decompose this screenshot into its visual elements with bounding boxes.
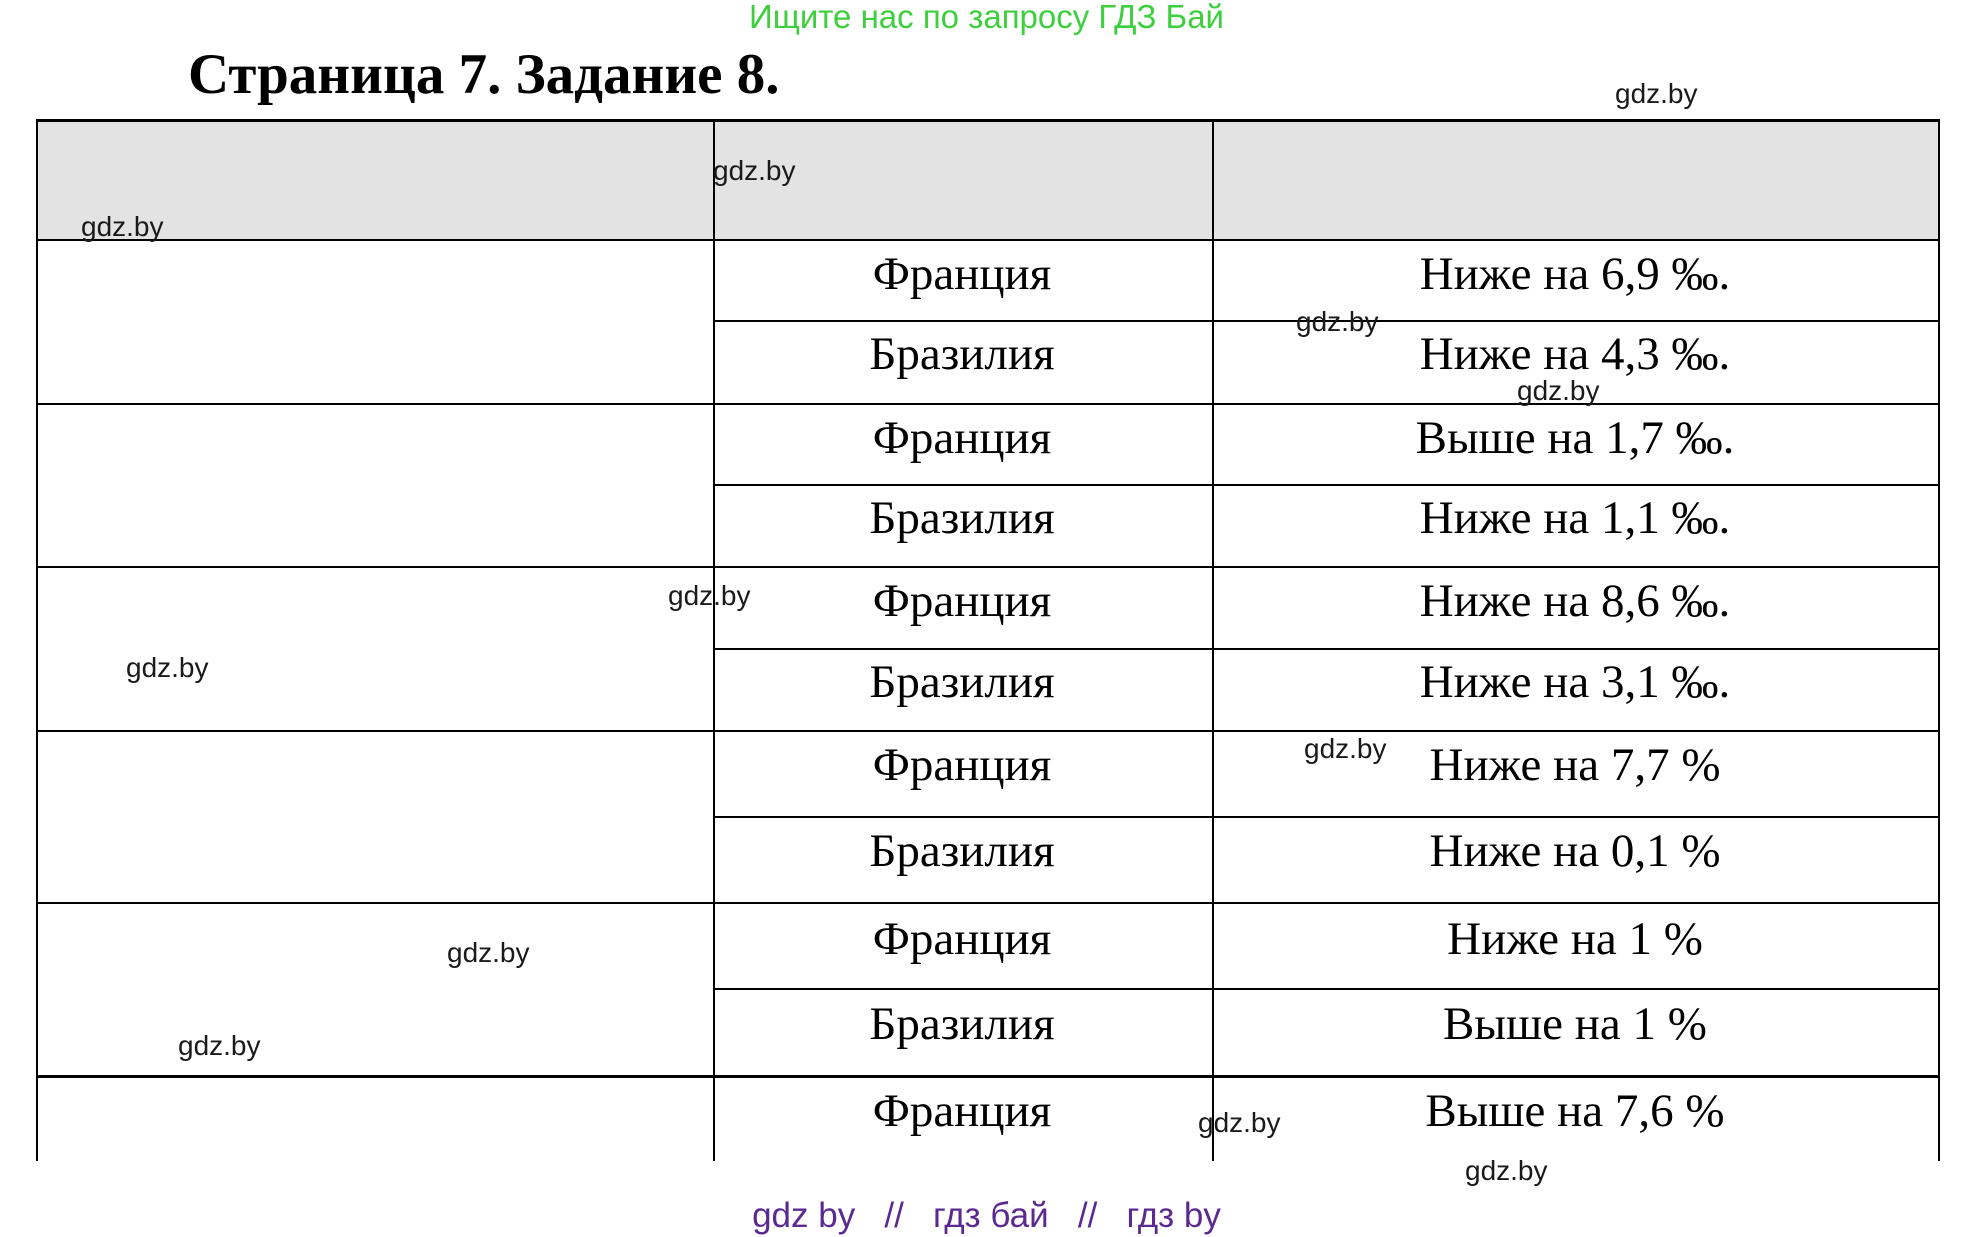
table-header-row xyxy=(36,120,1939,240)
row-divider xyxy=(714,648,1940,650)
country-cell: Франция xyxy=(872,575,1052,627)
footer-separator: // xyxy=(884,1196,904,1235)
country-cell: Бразилия xyxy=(869,998,1055,1050)
country-cell: Франция xyxy=(872,913,1052,965)
watermark: gdz.by xyxy=(1198,1107,1281,1138)
table-border-top xyxy=(36,119,1940,122)
footer-links xyxy=(0,1196,1973,1236)
page-title: Страница 7. Задание 8. xyxy=(188,43,780,106)
value-cell: Ниже на 1 % xyxy=(1447,913,1703,965)
country-cell: Франция xyxy=(872,1085,1052,1137)
value-cell: Ниже на 3,1 ‰. xyxy=(1419,656,1731,708)
watermark: gdz.by xyxy=(81,211,164,242)
value-cell: Ниже на 1,1 ‰. xyxy=(1419,492,1731,544)
column-divider xyxy=(1212,119,1214,1161)
value-cell: Ниже на 7,7 % xyxy=(1429,739,1721,791)
watermark: gdz.by xyxy=(447,937,530,968)
country-cell: Бразилия xyxy=(869,492,1055,544)
country-cell: Франция xyxy=(872,739,1052,791)
value-cell: Ниже на 8,6 ‰. xyxy=(1419,575,1731,627)
watermark: gdz.by xyxy=(178,1030,261,1061)
value-cell: Выше на 1 % xyxy=(1443,998,1707,1050)
watermark: gdz.by xyxy=(1296,306,1379,337)
row-divider xyxy=(36,566,1940,568)
value-cell: Ниже на 4,3 ‰. xyxy=(1419,328,1731,380)
watermark: gdz.by xyxy=(1304,733,1387,764)
watermark: gdz.by xyxy=(713,155,796,186)
value-cell: Ниже на 6,9 ‰. xyxy=(1419,248,1731,300)
footer-link-gdz-by[interactable]: gdz by xyxy=(752,1196,856,1235)
watermark: gdz.by xyxy=(1465,1155,1548,1186)
row-divider xyxy=(714,988,1940,990)
footer-link-gdz-bai[interactable]: гдз бай xyxy=(933,1196,1049,1235)
value-cell: Ниже на 0,1 % xyxy=(1429,825,1721,877)
value-cell: Выше на 1,7 ‰. xyxy=(1415,412,1735,464)
row-divider xyxy=(36,902,1940,904)
search-banner: Ищите нас по запросу ГДЗ Бай xyxy=(749,0,1224,35)
table-border-right xyxy=(1938,119,1940,1161)
row-divider xyxy=(36,1075,1940,1078)
row-divider xyxy=(714,816,1940,818)
watermark: gdz.by xyxy=(1517,375,1600,406)
value-cell: Выше на 7,6 % xyxy=(1425,1085,1725,1137)
country-cell: Бразилия xyxy=(869,656,1055,708)
country-cell: Бразилия xyxy=(869,825,1055,877)
watermark: gdz.by xyxy=(126,652,209,683)
country-cell: Франция xyxy=(872,412,1052,464)
watermark: gdz.by xyxy=(1615,78,1698,109)
table-border-left xyxy=(36,119,38,1161)
country-cell: Бразилия xyxy=(869,328,1055,380)
footer-separator: // xyxy=(1077,1196,1098,1235)
column-divider xyxy=(713,119,715,1161)
row-divider xyxy=(36,730,1940,732)
watermark: gdz.by xyxy=(668,580,751,611)
country-cell: Франция xyxy=(872,248,1052,300)
row-divider xyxy=(36,239,1940,241)
footer-link-gdz-by-cyr[interactable]: гдз by xyxy=(1126,1196,1221,1235)
row-divider xyxy=(36,403,1940,405)
row-divider xyxy=(714,484,1940,486)
